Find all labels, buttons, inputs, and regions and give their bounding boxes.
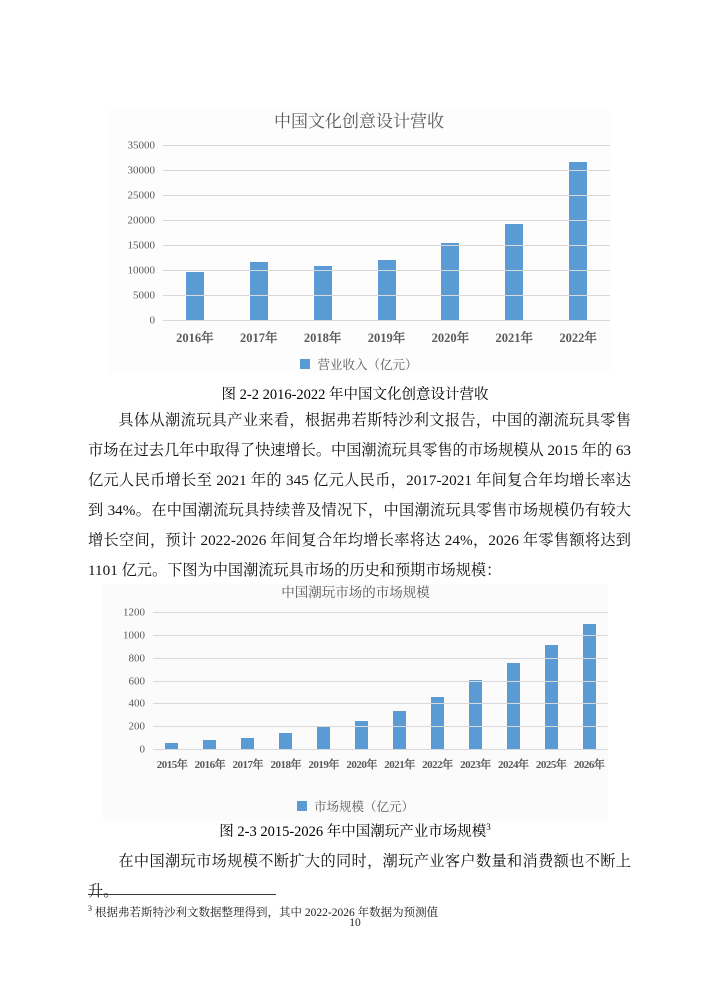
bar-2021年 bbox=[505, 224, 523, 322]
legend-label: 营业收入（亿元） bbox=[317, 358, 418, 372]
x-axis-tick-label: 2018年 bbox=[303, 331, 342, 345]
x-axis-tick-label: 2019年 bbox=[367, 331, 406, 345]
bar-2022年 bbox=[569, 162, 587, 321]
caption-text: 图 2-2 2016-2022 年中国文化创意设计营收 bbox=[221, 387, 489, 403]
y-axis-tick-label: 25000 bbox=[127, 189, 155, 202]
body-paragraph: 具体从潮流玩具产业来看，根据弗若斯特沙利文报告，中国的潮流玩具零售市场在过去几年中取得了快速增长。中国潮流玩具零售的市场规模从 2015 年的 63 亿元人民币增长至 2021 年的 345 亿元人民币，2017-2021 年间复合年均增长率达到 34%。在中国潮流玩具持续普及情况下，中国潮流玩具零售市场规模仍有较大增长空间，预计 2022-2026 年间复合年均增长率将达 24%，2026 年零售额将达到 1101 亿元。下图为中国潮流玩具市场的历史和预期市场规模： bbox=[88, 412, 631, 579]
bar-column bbox=[456, 613, 494, 750]
y-axis-tick-label: 1000 bbox=[123, 629, 145, 642]
footnote-marker: 3 bbox=[88, 904, 92, 913]
bar-2018年 bbox=[279, 733, 292, 750]
chart-plot-area bbox=[103, 606, 608, 756]
x-axis-tick-label: 2022年 bbox=[559, 331, 597, 345]
y-axis-tick-label: 30000 bbox=[127, 164, 155, 177]
gridline bbox=[163, 195, 610, 196]
y-axis-tick-label: 35000 bbox=[127, 139, 155, 152]
x-axis-tick-label: 2015年 bbox=[156, 759, 188, 771]
x-axis-tick-label: 2016年 bbox=[194, 759, 226, 771]
bar-2023年 bbox=[469, 680, 482, 750]
chart-title: 中国潮玩市场的市场规模 bbox=[281, 585, 430, 600]
bar-2016年 bbox=[186, 272, 204, 322]
figure-2-2-chart bbox=[108, 110, 610, 373]
x-axis-tick-label: 2026年 bbox=[573, 759, 605, 771]
bar-column bbox=[494, 613, 532, 750]
bar-2025年 bbox=[545, 645, 558, 750]
gridline bbox=[153, 681, 608, 682]
legend bbox=[103, 797, 608, 821]
y-axis-tick-label: 5000 bbox=[133, 289, 155, 302]
caption-text: 图 2-3 2015-2026 年中国潮玩产业市场规模 bbox=[219, 824, 487, 840]
x-axis-tick-label: 2019年 bbox=[308, 759, 339, 771]
legend-square-icon bbox=[297, 801, 307, 811]
bars bbox=[153, 613, 608, 750]
x-axis-tick-label: 2025年 bbox=[535, 759, 567, 771]
legend-label: 市场规模（亿元） bbox=[313, 800, 414, 814]
bar-2021年 bbox=[393, 711, 406, 750]
gridline bbox=[153, 726, 608, 727]
bar-column bbox=[418, 613, 456, 750]
y-axis bbox=[108, 139, 163, 327]
plot bbox=[163, 146, 610, 321]
figure-2-2-caption bbox=[0, 383, 710, 404]
x-axis-tick-label: 2018年 bbox=[270, 759, 301, 771]
gridline bbox=[163, 270, 610, 271]
bar-2020年 bbox=[441, 243, 459, 322]
gridline bbox=[163, 320, 610, 321]
y-axis-tick-label: 20000 bbox=[127, 214, 155, 227]
body-paragraph: 在中国潮玩市场规模不断扩大的同时，潮玩产业客户数量和消费额也不断上升。 bbox=[88, 853, 631, 900]
bar-column bbox=[532, 613, 570, 750]
x-axis-tick-label: 2021年 bbox=[384, 759, 415, 771]
footnote-text: 根据弗若斯特沙利文数据整理得到，其中 2022-2026 年数据为预测值 bbox=[95, 906, 439, 919]
bar-column bbox=[191, 613, 229, 750]
chart-title: 中国文化创意设计营收 bbox=[274, 112, 444, 131]
y-axis-tick-label: 10000 bbox=[127, 264, 155, 277]
y-axis-tick-label: 400 bbox=[128, 697, 145, 710]
gridline bbox=[153, 703, 608, 704]
page-number: 10 bbox=[349, 917, 361, 929]
figure-2-3-chart bbox=[103, 584, 608, 821]
gridline bbox=[163, 170, 610, 171]
gridline bbox=[163, 245, 610, 246]
bar-column bbox=[343, 613, 381, 750]
footnote-divider bbox=[88, 894, 276, 895]
bar-2026年 bbox=[583, 624, 596, 750]
bar-column bbox=[267, 613, 305, 750]
bar-2022年 bbox=[431, 697, 444, 750]
x-axis bbox=[153, 756, 608, 772]
gridline bbox=[163, 145, 610, 146]
x-axis bbox=[163, 328, 610, 346]
y-axis-tick-label: 800 bbox=[128, 652, 145, 665]
x-axis-tick-label: 2024年 bbox=[498, 759, 529, 771]
gridline bbox=[153, 635, 608, 636]
bar-column bbox=[229, 613, 267, 750]
bar-2019年 bbox=[317, 726, 330, 750]
x-axis-tick-label: 2020年 bbox=[346, 759, 377, 771]
x-axis-tick-label: 2023年 bbox=[460, 759, 491, 771]
y-axis-tick-label: 1200 bbox=[123, 606, 145, 619]
bar-column bbox=[570, 613, 608, 750]
y-axis-tick-label: 15000 bbox=[127, 239, 155, 252]
y-axis-tick-label: 200 bbox=[128, 720, 145, 733]
legend bbox=[108, 355, 610, 373]
bar-2019年 bbox=[378, 260, 396, 322]
legend-square-icon bbox=[300, 359, 310, 369]
x-axis-tick-label: 2020年 bbox=[431, 331, 470, 345]
bar-column bbox=[381, 613, 419, 750]
x-axis-tick-label: 2021年 bbox=[495, 331, 533, 345]
bar-2024年 bbox=[507, 663, 520, 750]
chart-plot-area bbox=[108, 139, 610, 327]
bar-column bbox=[305, 613, 343, 750]
plot bbox=[153, 613, 608, 750]
figure-2-3-caption bbox=[0, 820, 710, 841]
y-axis-tick-label: 600 bbox=[128, 675, 145, 687]
y-axis-tick-label: 0 bbox=[139, 743, 145, 756]
gridline bbox=[163, 220, 610, 221]
caption-superscript: 3 bbox=[486, 822, 491, 833]
x-axis-tick-label: 2017年 bbox=[240, 331, 278, 345]
x-axis-tick-label: 2017年 bbox=[232, 759, 264, 771]
gridline bbox=[163, 295, 610, 296]
x-axis-tick-label: 2016年 bbox=[176, 331, 214, 345]
gridline bbox=[153, 658, 608, 659]
bar-column bbox=[153, 613, 191, 750]
y-axis-tick-label: 0 bbox=[149, 314, 155, 327]
x-axis-tick-label: 2022年 bbox=[422, 759, 453, 771]
gridline bbox=[153, 749, 608, 750]
y-axis bbox=[103, 606, 153, 756]
bar-2018年 bbox=[314, 266, 332, 322]
gridline bbox=[153, 612, 608, 613]
